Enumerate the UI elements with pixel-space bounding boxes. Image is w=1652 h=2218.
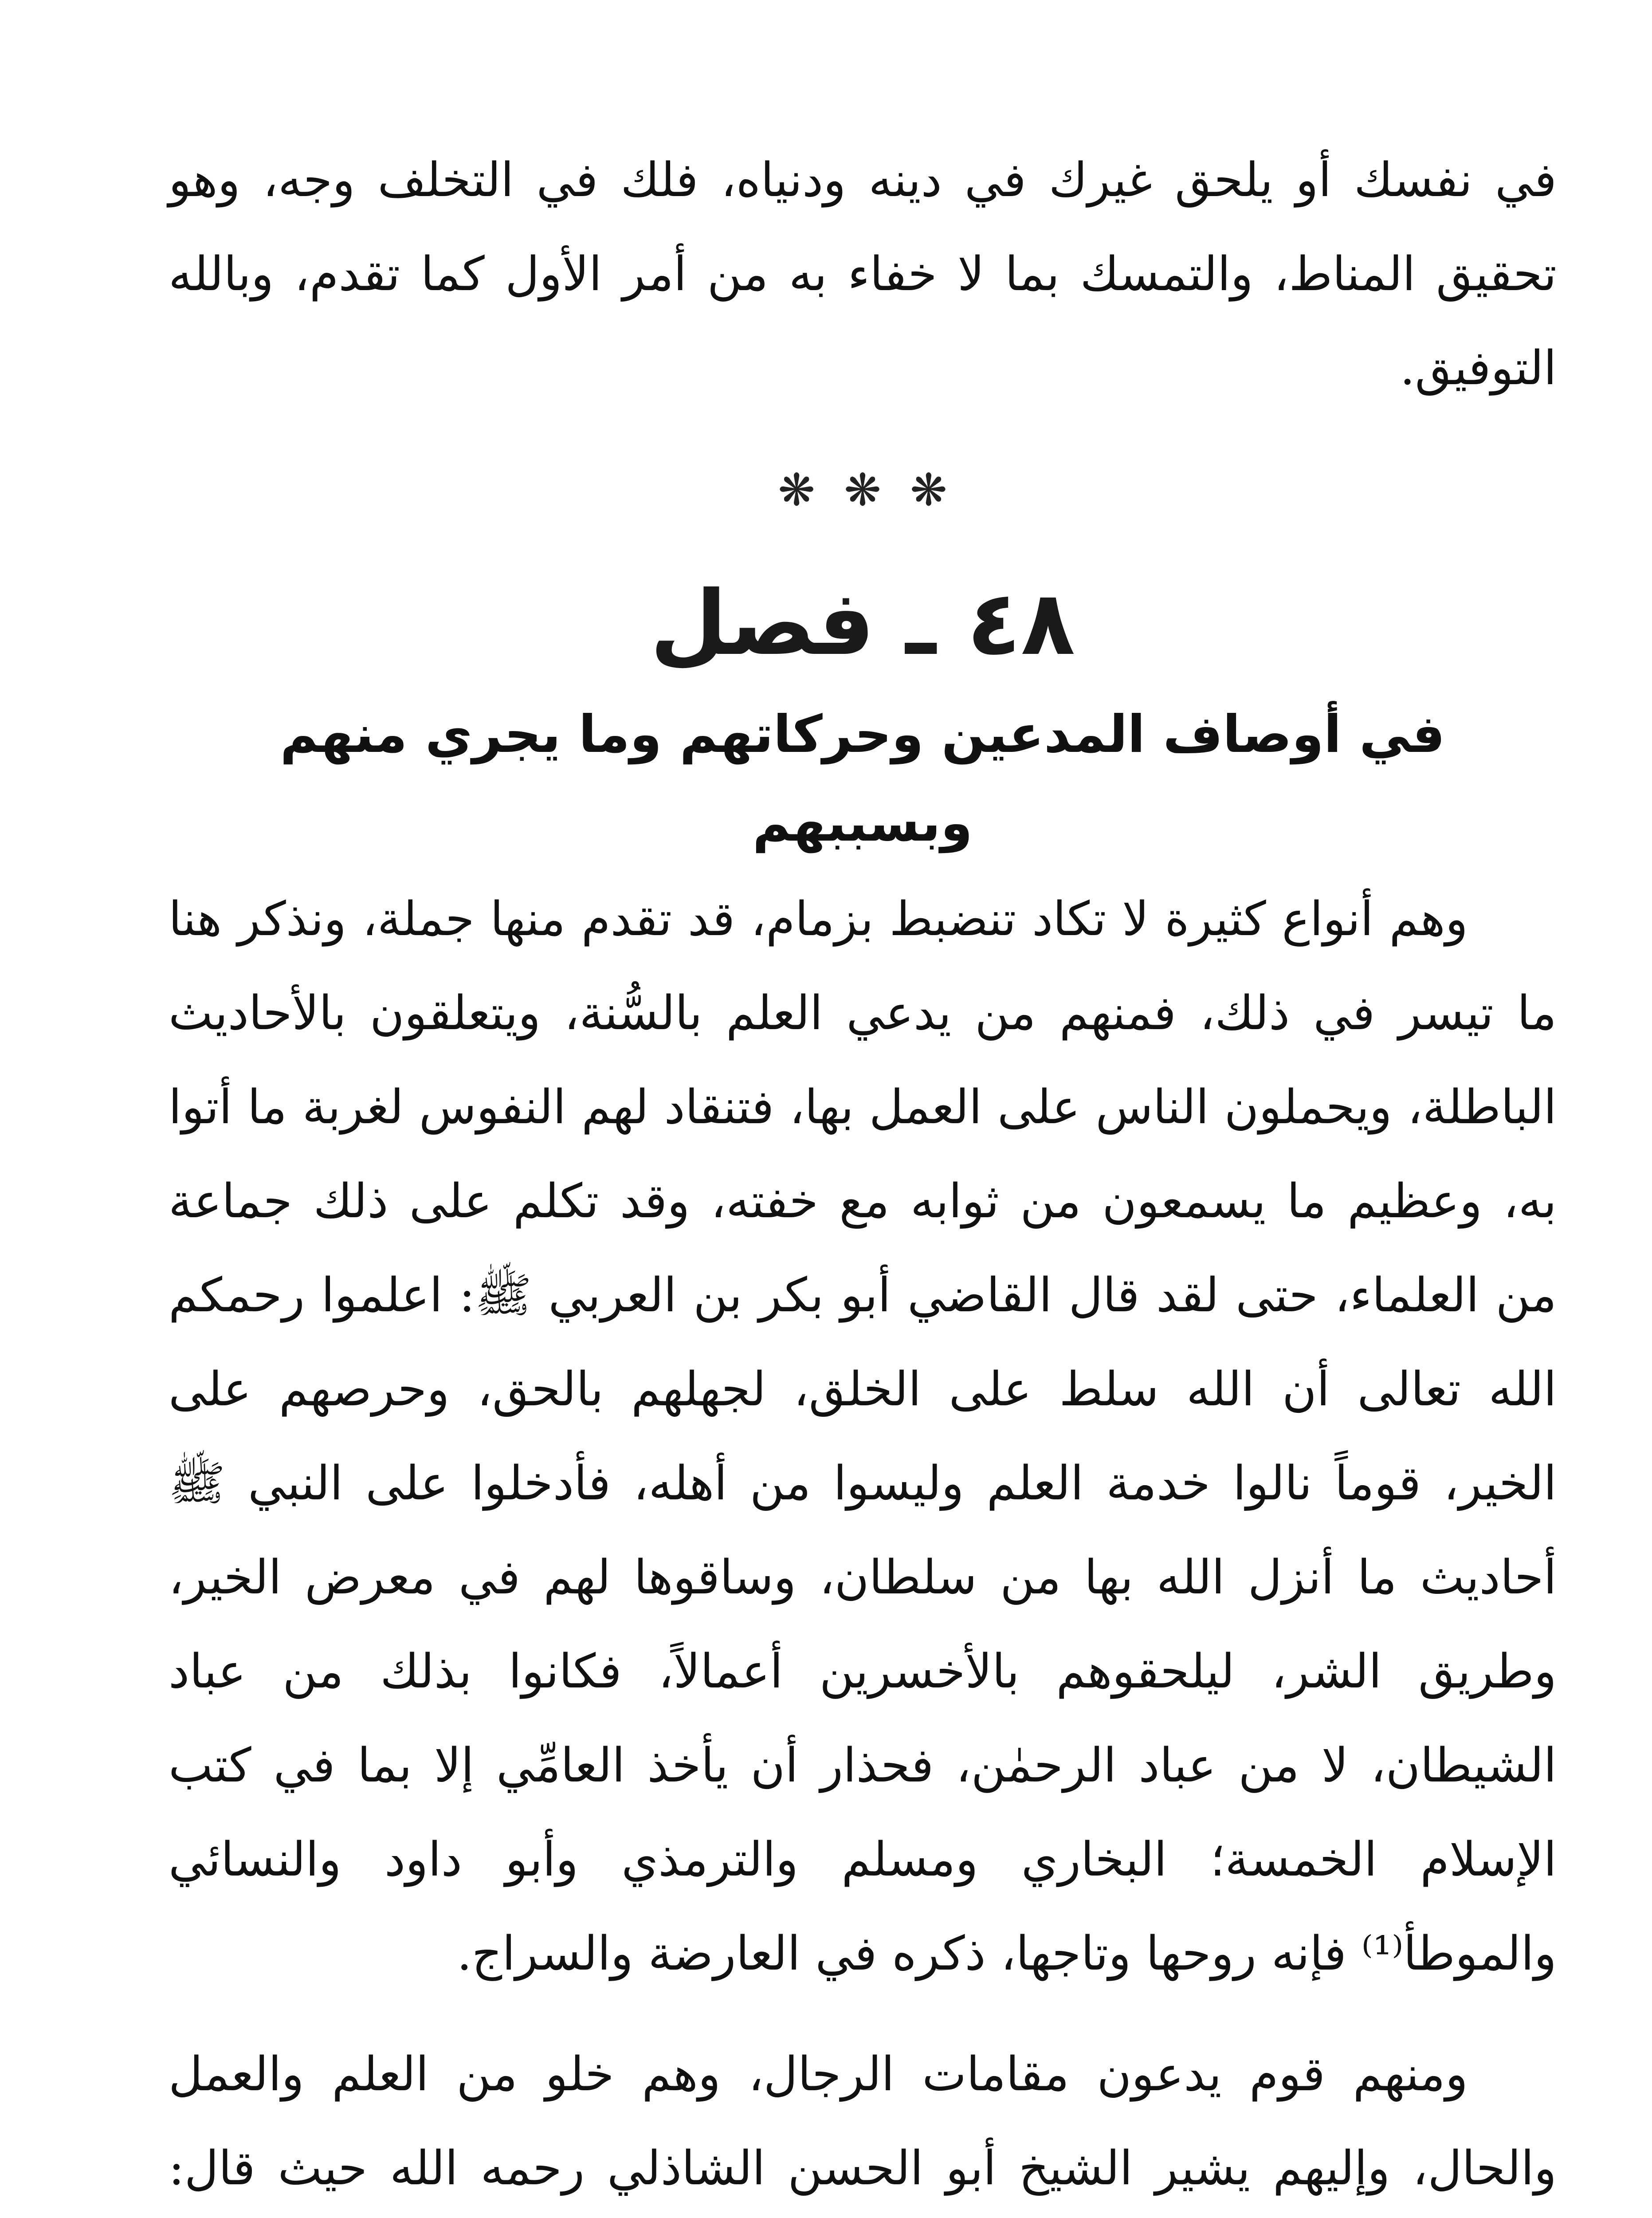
flower-ornament-icon: ❋ bbox=[844, 464, 881, 516]
section-ornament bbox=[169, 464, 1557, 535]
chapter-heading: ٤٨ ـ فصل bbox=[650, 572, 1075, 675]
body-paragraph: ومنهم قوم يدعون مقامات الرجال، وهم خلو من العلم والعمل والحال، وإليهم يشير الشيخ أبو الحسن الشاذلي رحمه الله حيث قال: bbox=[169, 2047, 1557, 2195]
chapter-subtitle: في أوصاف المدعين وحركاتهم وما يجري منهم وبسببهم bbox=[280, 704, 1445, 853]
continued-paragraph: في نفسك أو يلحق غيرك في دينه ودنياه، فلك في التخلف وجه، وهو تحقيق المناط، والتمسك بما لا خفاء به من أمر الأول كما تقدم، وبالله التوفيق. bbox=[169, 153, 1557, 395]
book-page bbox=[169, 133, 1557, 2218]
flower-ornament-icon: ❋ bbox=[910, 464, 947, 516]
body-paragraph: وهم أنواع كثيرة لا تكاد تنضبط بزمام، قد تقدم منها جملة، ونذكر هنا ما تيسر في ذلك، فمنهم من يدعي العلم بالسُّنة، ويتعلقون بالأحاديث الباطلة، ويحملون الناس على العمل بها، فتنقاد لهم النفوس لغربة ما أتوا به، وعظيم ما يسمعون من ثوابه مع خفته، وقد تكلم على ذلك جماعة من العلماء، حتى لقد قال القاضي أبو بكر بن العربي ﷺ: اعلموا رحمكم الله تعالى أن الله سلط على الخلق، لجهلهم بالحق، وحرصهم على الخير، قوماً نالوا خدمة العلم وليسوا من أهله، فأدخلوا على النبي ﷺ أحاديث ما أنزل الله بها من سلطان، وساقوها لهم في معرض الخير، وطريق الشر، ليلحقوهم بالأخسرين أعمالاً، فكانوا بذلك من عباد الشيطان، لا من عباد الرحمٰن، فحذار أن يأخذ العامِّي إلا بما في كتب الإسلام الخمسة؛ البخاري ومسلم والترمذي وأبو داود والنسائي والموطأ⁽¹⁾ فإنه روحها وتاجها، ذكره في العارضة والسراج. bbox=[169, 892, 1557, 1981]
flower-ornament-icon: ❋ bbox=[778, 464, 815, 516]
